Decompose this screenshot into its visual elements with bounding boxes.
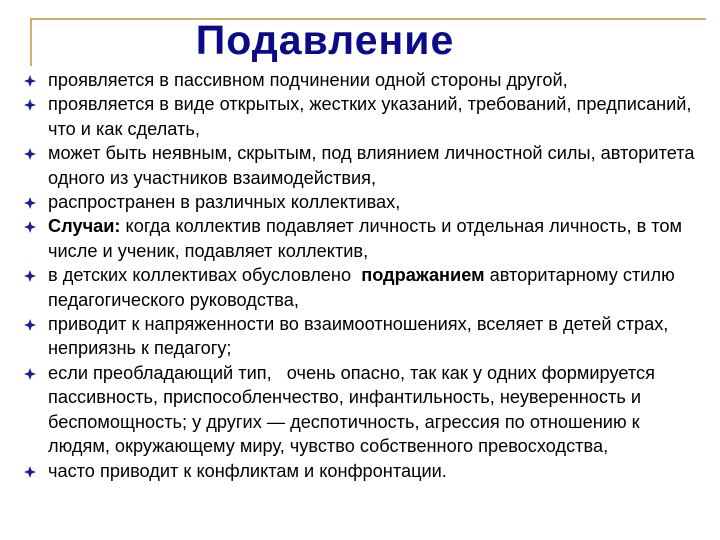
bullet-item [0,141,720,190]
bullet-text: проявляется в пассивном подчинении одной стороны другой, [48,70,568,90]
diamond-bullet-icon [24,99,36,111]
bullet-bold-label: Случаи: [48,216,121,237]
bullet-bold-term: подражанием [361,265,485,286]
diamond-bullet-icon [24,319,36,331]
diamond-bullet-icon [24,197,36,209]
bullet-item [0,92,720,141]
bullet-text-pre: в детских коллективах обусловлено [48,265,362,286]
bullet-item [0,263,720,312]
diamond-bullet-icon [24,270,36,282]
bullet-text: если преобладающий тип, очень опасно, так как у одних формируется пассивность, приспособленчество, инфантильность, неуверенность и беспомощность; у других — деспотичность, агрессия по отношению к людям, окружающему миру, чувство собственного превосходства, [48,362,660,457]
slide-title: Подавление [195,17,455,63]
bullet-list [0,68,720,483]
diamond-bullet-icon [24,221,36,233]
bullet-text-post: авторитарному стилю педагогического руководства, [48,265,675,310]
bullet-item [0,190,720,214]
bullet-item [0,361,720,459]
bullet-text: проявляется в виде открытых, жестких указаний, требований, предписаний, что и как сделать, [48,94,692,139]
bullet-item [0,214,720,263]
diamond-bullet-icon [24,75,36,87]
diamond-bullet-icon [24,466,36,478]
bullet-text: когда коллектив подавляет личность и отдельная личность, в том числе и ученик, подавляет коллектив, [48,216,683,261]
bullet-item [0,312,720,361]
bullet-item [0,68,720,92]
diamond-bullet-icon [24,368,36,380]
diamond-bullet-icon [24,148,36,160]
bullet-text: приводит к напряженности во взаимоотношениях, вселяет в детей страх, неприязнь к педагогу; [48,314,669,359]
bullet-text: может быть неявным, скрытым, под влиянием личностной силы, авторитета одного из участников взаимодействия, [48,143,695,188]
bullet-text: часто приводит к конфликтам и конфронтации. [48,460,447,481]
bullet-item [0,459,720,483]
bullet-text: распространен в различных коллективах, [48,192,401,213]
